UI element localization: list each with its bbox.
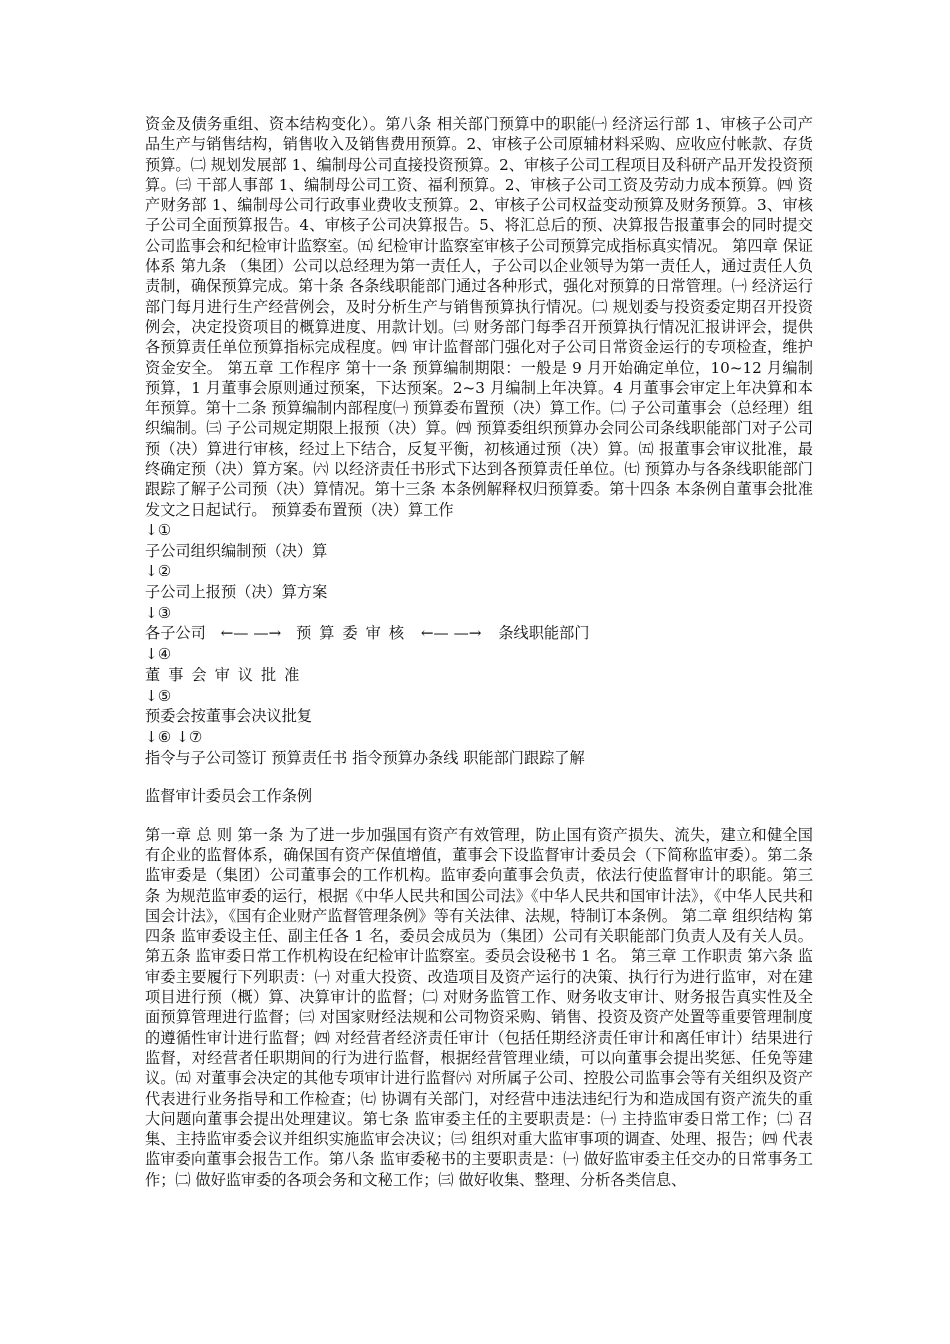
audit-committee-regulation-paragraph: 第一章 总 则 第一条 为了进一步加强国有资产有效管理，防止国有资产损失、流失，建立和健全国有企业的监督体系，确保国有资产保值增值，董事会下设监督审计委员会（下简称监审委）。第二条 监审委是（集团）公司董事会的工作机构。监审委向董事会负责，依法行使监督审计的职能。第三条 为规范监审委的运行，根据《中华人民共和国公司法》《中华人民共和国审计法》，《中华人民共和国会计法》，《国有企业财产监督管理条例》等有关法律、法规，特制订本条例。 第二章 组织结构 第四条 监审委设主任、副主任各 1 名，委员会成员为（集团）公司有关职能部门负责人及有关人员。第五条 监审委日常工作机构设在纪检审计监察室。委员会设秘书 1 名。 第三章 工作职责 第六条 监审委主要履行下列职责：㈠ 对重大投资、改造项目及资产运行的决策、执行行为进行监审，对在建项目进行预（概）算、决算审计的监督；㈡ 对财务监管工作、财务收支审计、财务报告真实性及全面预算管理进行监督；㈢ 对国家财经法规和公司物资采购、销售、投资及资产处置等重要管理制度的遵循性审计进行监督；㈣ 对经营者经济责任审计（包括任期经济责任审计和离任审计）结果进行监督，对经营者任职期间的行为进行监督，根据经营管理业绩，可以向董事会提出奖惩、任免等建议。㈤ 对董事会决定的其他专项审计进行监督㈥ 对所属子公司、控股公司监事会等有关组织及资产代表进行业务指导和工作检查；㈦ 协调有关部门，对经营中违法违纪行为和造成国有资产流失的重大问题向董事会提出处理建议。第七条 监审委主任的主要职责是：㈠ 主持监审委日常工作；㈡ 召集、主持监审委会议并组织实施监审会决议；㈢ 组织对重大监审事项的调查、处理、报告；㈣ 代表监审委向董事会报告工作。第八条 监审委秘书的主要职责是：㈠ 做好监审委主任交办的日常事务工作；㈡ 做好监审委的各项会务和文秘工作；㈢ 做好收集、整理、分析各类信息、	[145, 825, 813, 1189]
flow-step-committee-reply: 预委会按董事会决议批复	[145, 707, 313, 726]
flow-step-final-actions: 指令与子公司签订 预算责任书 指令预算办条线 职能部门跟踪了解	[145, 748, 585, 767]
flow-step-board-approval: 董事会审议批准	[145, 665, 308, 684]
flow-arrow-3: ↓③	[145, 603, 172, 622]
flow-bidirectional-arrow-left: ←— —→	[220, 624, 282, 643]
document-page	[145, 114, 813, 1190]
budget-workflow-diagram	[145, 520, 813, 768]
flow-step-review-row	[145, 623, 813, 644]
flow-arrow-6-7: ↓⑥ ↓⑦	[145, 727, 203, 746]
flow-arrow-2: ↓②	[145, 562, 172, 581]
flow-node-subsidiaries: 各子公司	[145, 624, 206, 643]
flow-step-subsidiary-submit: 子公司上报预（决）算方案	[145, 583, 328, 602]
flow-arrow-4: ↓④	[145, 645, 172, 664]
flow-node-functional-departments: 条线职能部门	[498, 624, 590, 643]
flow-arrow-1: ↓①	[145, 520, 172, 539]
flow-step-subsidiary-prepare: 子公司组织编制预（决）算	[145, 541, 328, 560]
flow-bidirectional-arrow-right: ←— —→	[420, 624, 482, 643]
flow-arrow-5: ↓⑤	[145, 686, 172, 705]
section-title: 监督审计委员会工作条例	[145, 787, 313, 806]
flow-node-budget-committee-review: 预算委审核	[296, 624, 412, 643]
budget-regulation-paragraph: 资金及债务重组、资本结构变化）。第八条 相关部门预算中的职能㈠ 经济运行部 1、审核子公司产品生产与销售结构，销售收入及销售费用预算。2、审核子公司原辅材料采购、应收应付帐款、存货预算。㈡ 规划发展部 1、编制母公司直接投资预算。2、审核子公司工程项目及科研产品开发投资预算。㈢ 干部人事部 1、编制母公司工资、福利预算。2、审核子公司工资及劳动力成本预算。㈣ 资产财务部 1、编制母公司行政事业费收支预算。2、审核子公司权益变动预算及财务预算。3、审核子公司全面预算报告。4、审核子公司决算报告。5、将汇总后的预、决算报告报董事会的同时提交公司监事会和纪检审计监察室。㈤ 纪检审计监察室审核子公司预算完成指标真实情况。 第四章 保证体系 第九条 （集团）公司以总经理为第一责任人，子公司以企业领导为第一责任人，通过责任人负责制，确保预算完成。第十条 各条线职能部门通过各种形式，强化对预算的日常管理。㈠ 经济运行部门每月进行生产经营例会，及时分析生产与销售预算执行情况。㈡ 规划委与投资委定期召开投资例会，决定投资项目的概算进度、用款计划。㈢ 财务部门每季召开预算执行情况汇报讲评会，提供各预算责任单位预算指标完成程度。㈣ 审计监督部门强化对子公司日常资金运行的专项检查，维护资金安全。 第五章 工作程序 第十一条 预算编制期限：一般是 9 月开始确定单位，10~12 月编制预算，1 月董事会原则通过预案，下达预案。2~3 月编制上年决算。4 月董事会审定上年决算和本年预算。第十二条 预算编制内部程度㈠ 预算委布置预（决）算工作。㈡ 子公司董事会（总经理）组织编制。㈢ 子公司规定期限上报预（决）算。㈣ 预算委组织预算办会同公司条线职能部门对子公司预（决）算进行审核，经过上下结合，反复平衡，初核通过预（决）算。㈤ 报董事会审议批准，最终确定预（决）算方案。㈥ 以经济责任书形式下达到各预算责任单位。㈦ 预算办与各条线职能部门跟踪了解子公司预（决）算情况。第十三条 本条例解释权归预算委。第十四条 本条例自董事会批准发文之日起试行。 预算委布置预（决）算工作	[145, 115, 813, 519]
